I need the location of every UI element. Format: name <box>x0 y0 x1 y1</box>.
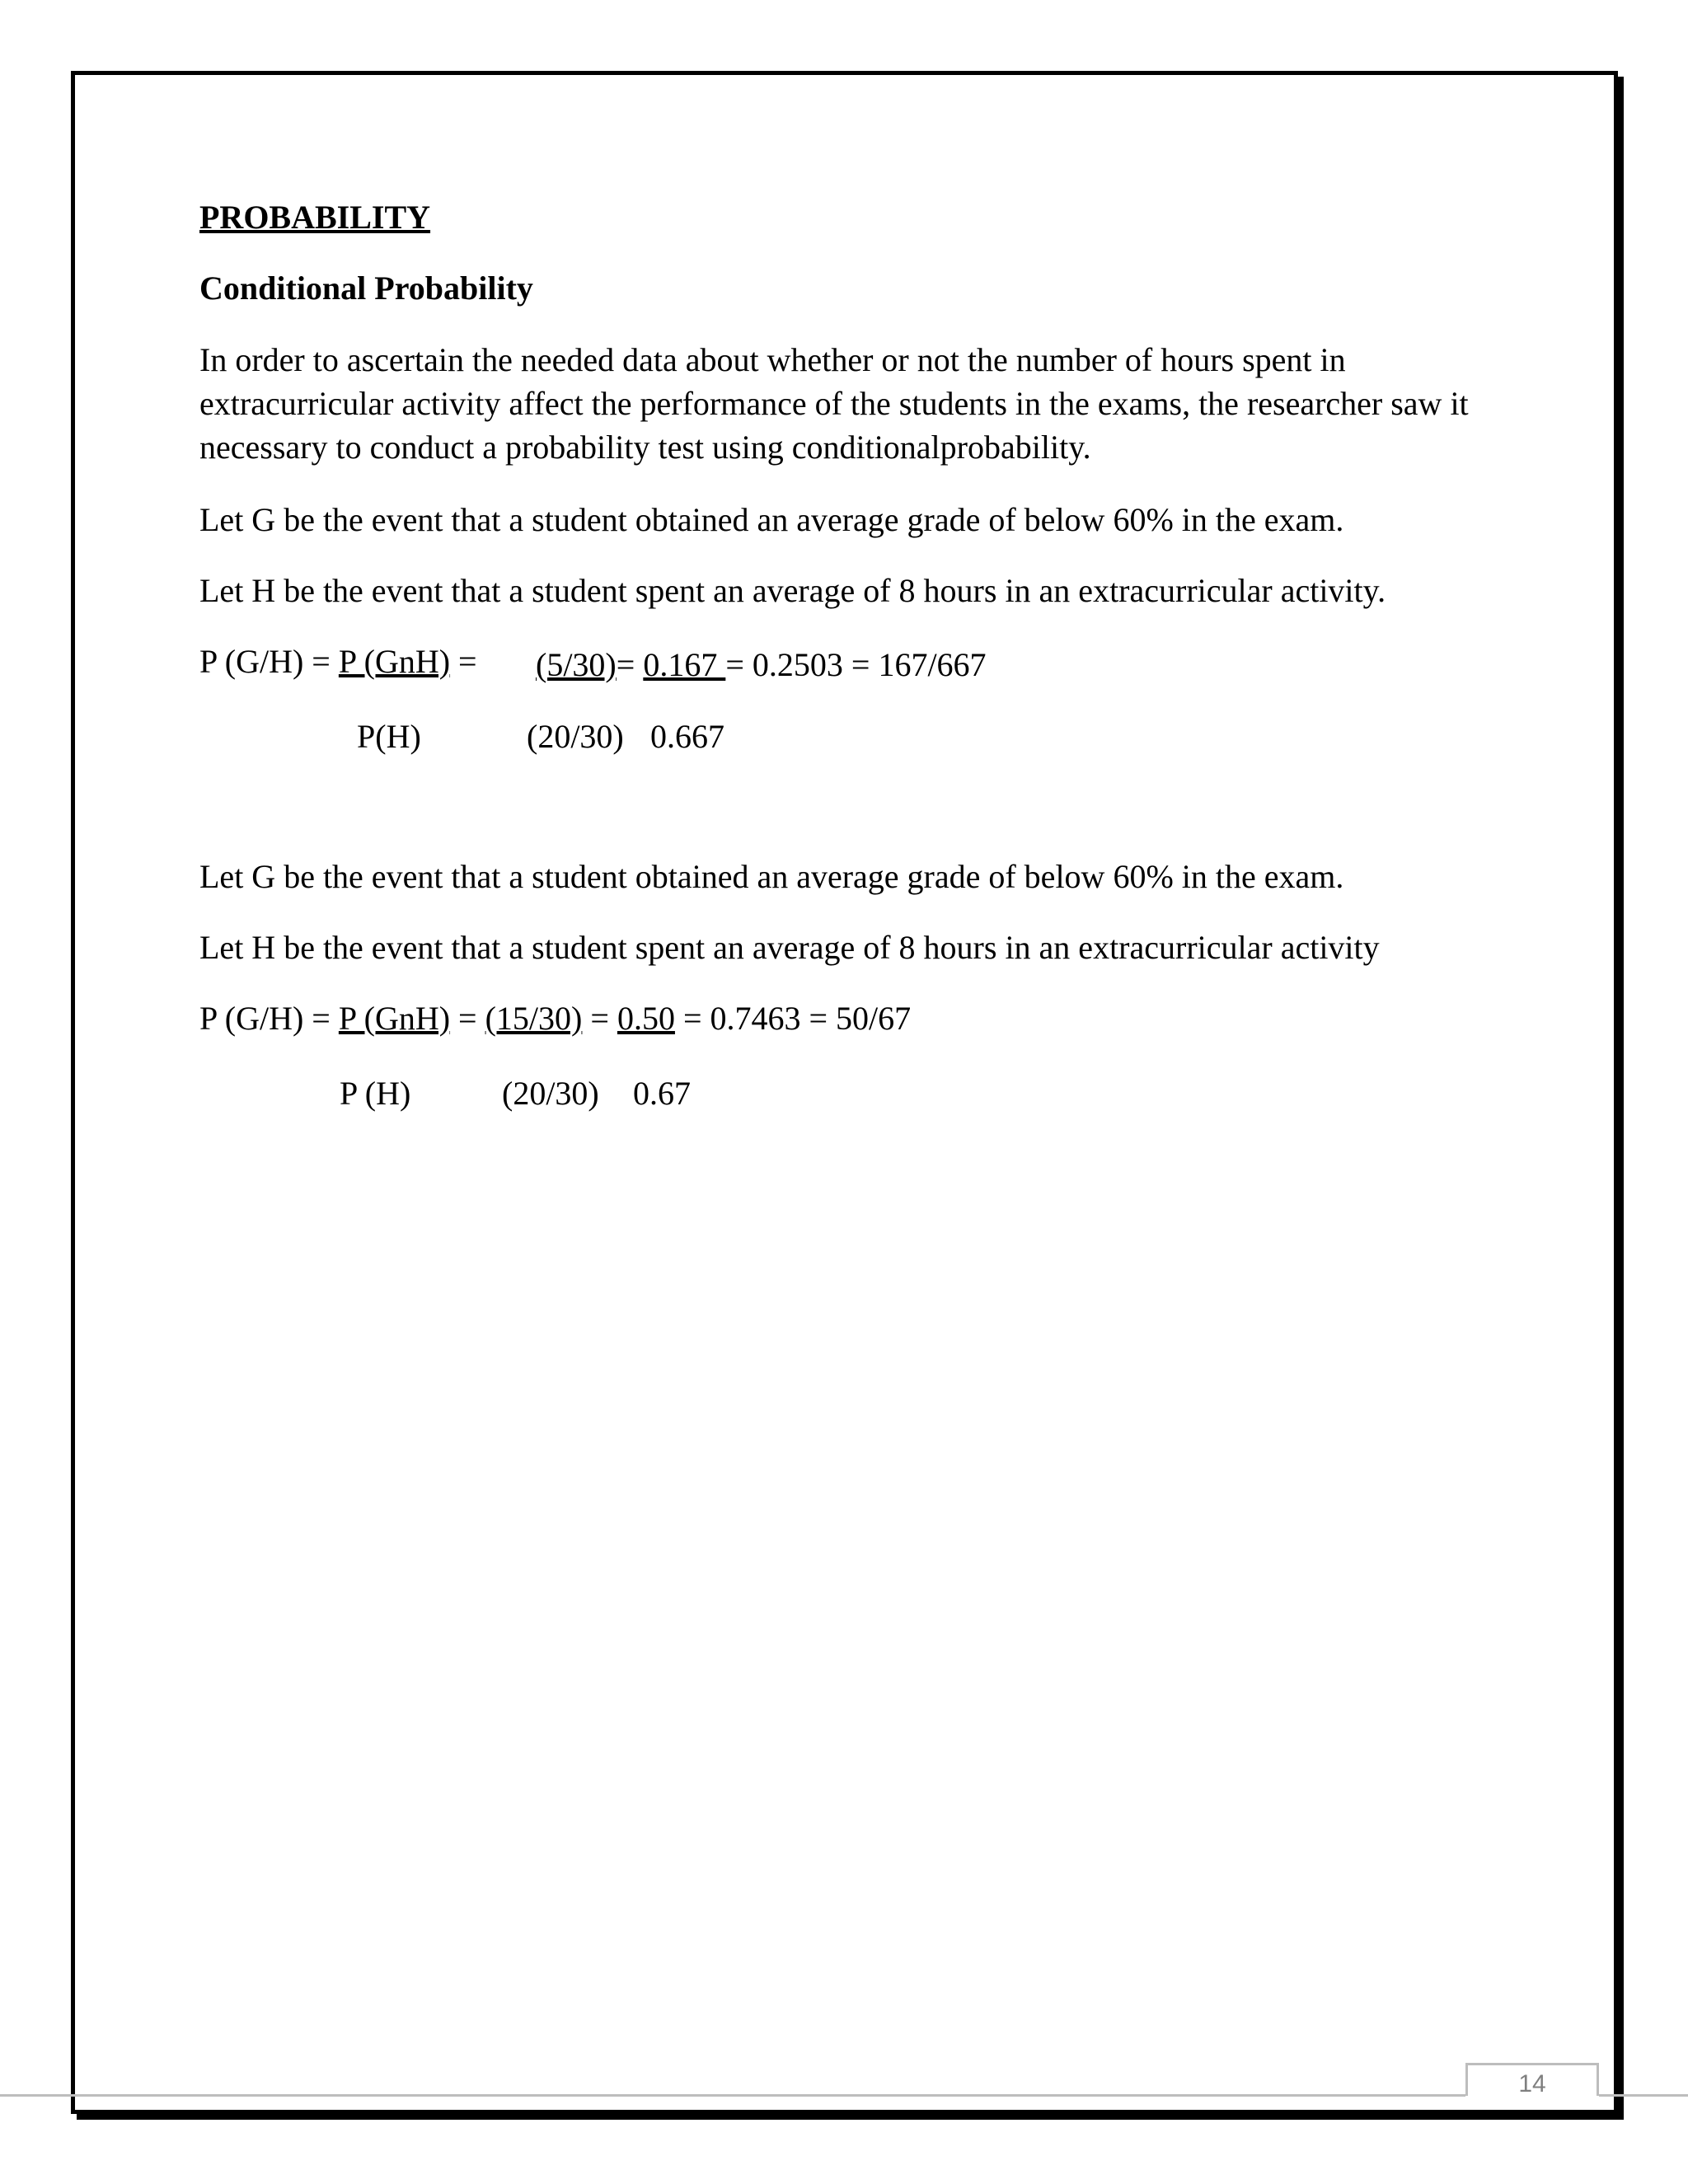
footer-rule-right <box>1599 2094 1688 2097</box>
definition-h-1: Let H be the event that a student spent an average of 8 hours in an extracurricular activity. <box>199 572 1386 609</box>
denominator-decimal-2: 0.67 <box>633 1075 691 1112</box>
subsection-heading: Conditional Probability <box>199 269 533 307</box>
decimal-numerator: 0.167 <box>643 646 726 683</box>
decimal-numerator: 0.50 <box>617 1000 675 1037</box>
formula-numerator: P (GnH) <box>338 1000 451 1037</box>
formula-result: = 0.7463 = 50/67 <box>674 1000 912 1037</box>
fraction-numerator: (15/30) <box>485 1000 583 1037</box>
formula-equals: = <box>450 643 477 680</box>
denominator-fraction-1: (20/30) <box>527 718 624 755</box>
formula-lhs: P (G/H) = <box>199 1000 339 1037</box>
intro-paragraph: In order to ascertain the needed data about whether or not the number of hours spent in extracurricular activity affect the performance of the students in the exams, the researcher saw it necessary to conduct a probability test using conditionalprobability. <box>199 341 1469 466</box>
formula-equals: = <box>450 1000 485 1037</box>
section-heading: PROBABILITY <box>199 199 431 236</box>
formula-fraction-1 <box>536 645 987 684</box>
fraction-numerator: (5/30) <box>536 646 617 683</box>
formula-lhs: P (G/H) = <box>199 643 339 680</box>
formula-line-1 <box>199 645 477 678</box>
formula-numerator: P (GnH) <box>338 643 451 680</box>
denominator-fraction-2: (20/30) <box>502 1075 599 1112</box>
definition-g-1: Let G be the event that a student obtained an average grade of below 60% in the exam. <box>199 501 1344 538</box>
denominator-decimal-1: 0.667 <box>650 718 724 755</box>
definition-h-2: Let H be the event that a student spent an average of 8 hours in an extracurricular activity <box>199 929 1380 966</box>
formula-equals: = <box>582 1000 617 1037</box>
definition-g-2: Let G be the event that a student obtained an average grade of below 60% in the exam. <box>199 858 1344 895</box>
footer-rule-left <box>0 2094 1465 2097</box>
page-number: 14 <box>1465 2063 1599 2096</box>
denominator-p-h-1: P(H) <box>357 718 421 755</box>
formula-line-2 <box>199 1002 911 1035</box>
formula-equals: = <box>616 646 644 683</box>
formula-result: = 0.2503 = 167/667 <box>725 646 987 683</box>
denominator-p-h-2: P (H) <box>340 1075 411 1112</box>
